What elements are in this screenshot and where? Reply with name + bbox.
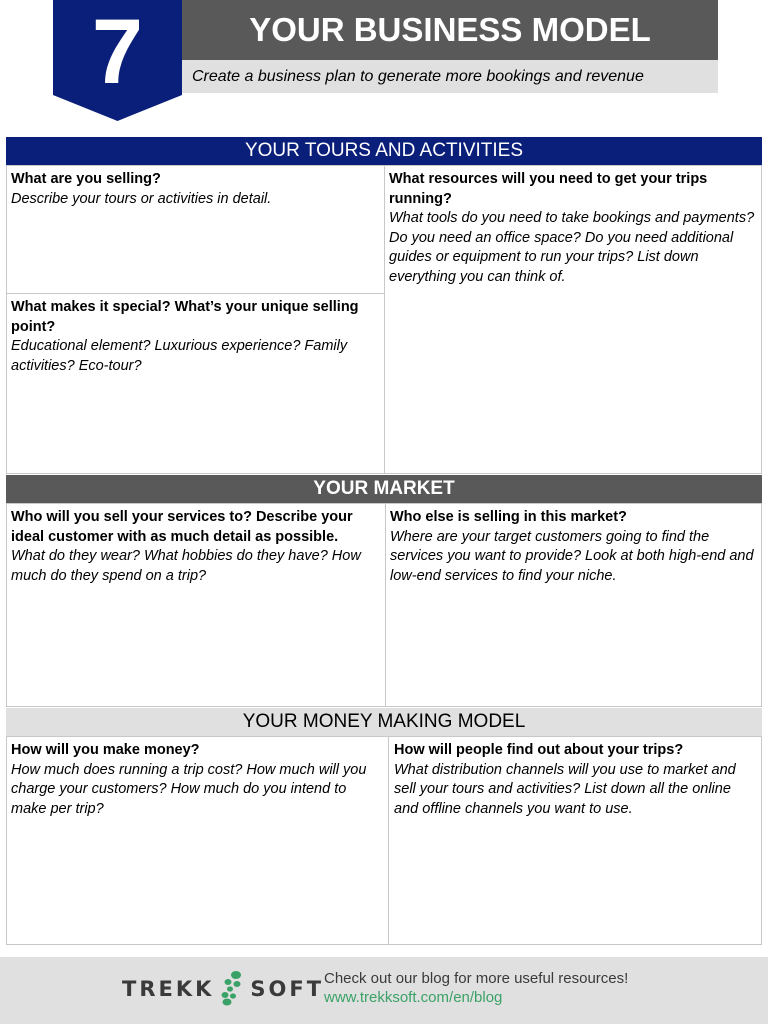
page-subtitle: Create a business plan to generate more bookings and revenue [182, 60, 718, 93]
trekksoft-logo[interactable] [122, 971, 324, 1007]
footer-blog-text: Check out our blog for more useful resources! [324, 970, 629, 987]
footer [0, 957, 768, 1024]
question-distribution: How will people find out about your trips? [394, 742, 684, 758]
question-what-selling: What are you selling? [11, 171, 161, 187]
page-title: YOUR BUSINESS MODEL [182, 0, 718, 60]
hint-distribution: What distribution channels will you use to market and sell your tours and activities? List down all the online and offline channels you want to use. [394, 761, 736, 817]
section-title-money: YOUR MONEY MAKING MODEL [6, 708, 762, 736]
hint-competitors: Where are your target customers going to find the services you want to provide? Look at both high-end and low-end services to find your niche. [390, 528, 754, 584]
section-title-tours: YOUR TOURS AND ACTIVITIES [6, 137, 762, 165]
box-ideal-customer[interactable] [6, 503, 386, 707]
box-distribution[interactable] [388, 736, 762, 945]
hint-make-money: How much does running a trip cost? How much will you charge your customers? How much do you intend to make per trip? [11, 761, 367, 817]
hint-unique-selling-point: Educational element? Luxurious experience? Family activities? Eco-tour? [11, 338, 348, 374]
question-make-money: How will you make money? [11, 742, 200, 758]
footer-blog-promo [324, 969, 628, 1007]
step-number: 7 [91, 1, 144, 103]
question-ideal-customer: Who will you sell your services to? Describe your ideal customer with as much detail as possible. [11, 509, 353, 545]
section-title-market: YOUR MARKET [6, 475, 762, 503]
question-competitors: Who else is selling in this market? [390, 509, 627, 525]
box-unique-selling-point[interactable] [6, 293, 385, 474]
box-resources[interactable] [384, 165, 762, 474]
hint-ideal-customer: What do they wear? What hobbies do they have? How much do they spend on a trip? [11, 548, 361, 584]
hint-what-selling: Describe your tours or activities in detail. [11, 190, 272, 207]
hint-resources: What tools do you need to take bookings and payments? Do you need an office space? Do you need additional guides or equipment to run your trips? List down everything you can think of. [389, 210, 755, 285]
box-competitors[interactable] [385, 503, 762, 707]
footer-blog-link[interactable]: www.trekksoft.com/en/blog [324, 989, 503, 1006]
question-resources: What resources will you need to get your trips running? [389, 171, 708, 207]
box-what-selling[interactable] [6, 165, 385, 294]
footprint-icon [216, 970, 246, 1008]
logo-text-left: TREKK [122, 977, 215, 1001]
box-make-money[interactable] [6, 736, 389, 945]
question-unique-selling-point: What makes it special? What’s your unique selling point? [11, 299, 359, 335]
step-badge [53, 0, 182, 121]
logo-text-right: SOFT [250, 977, 325, 1001]
